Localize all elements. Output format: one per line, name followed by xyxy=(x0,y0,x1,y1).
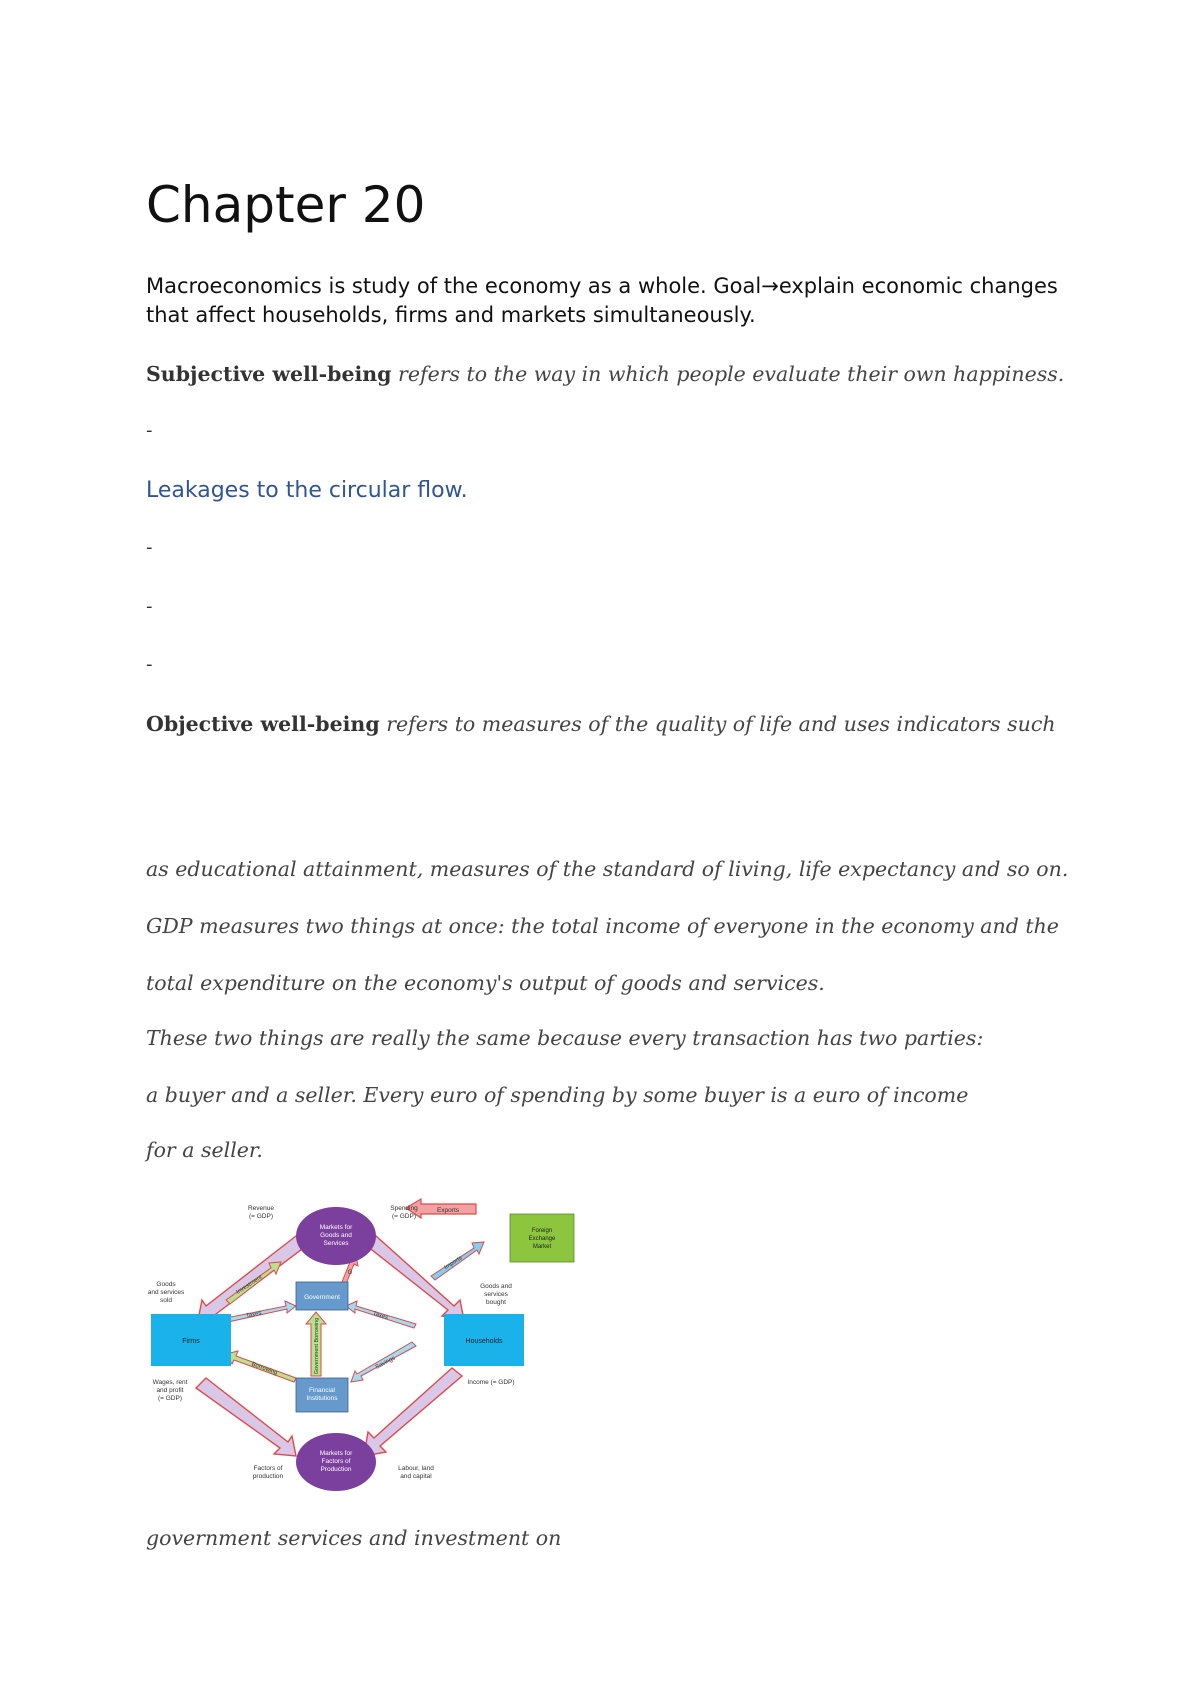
list-dash: - xyxy=(146,654,153,675)
subjective-term: Subjective well-being xyxy=(146,362,392,386)
paragraph-line: a buyer and a seller. Every euro of spending by some buyer is a euro of income xyxy=(146,1083,969,1107)
label-wages: Wages, rent and profit (= GDP) xyxy=(152,1379,188,1402)
subjective-definition xyxy=(146,362,1064,386)
list-dash: - xyxy=(146,420,153,441)
label-taxes-firms: Taxes xyxy=(245,1310,263,1320)
list-dash: - xyxy=(146,537,153,558)
label-goods-sold: Goods and services sold xyxy=(147,1281,185,1304)
label-g: G xyxy=(347,1270,353,1276)
subjective-text: refers to the way in which people evaluate their own happiness. xyxy=(398,362,1065,386)
label-savings: Savings xyxy=(374,1355,397,1371)
objective-term: Objective well-being xyxy=(146,712,380,736)
arrow-firms-to-factors xyxy=(196,1378,296,1456)
label-exports: Exports xyxy=(436,1207,460,1214)
paragraph-line: for a seller. xyxy=(146,1138,263,1162)
paragraph-line: GDP measures two things at once: the total income of everyone in the economy and the xyxy=(146,914,1059,938)
label-income: Income (= GDP) xyxy=(467,1379,515,1386)
node-factor-market: Markets for Factors of Production xyxy=(319,1450,353,1473)
list-dash: - xyxy=(146,596,153,617)
node-government: Government xyxy=(304,1294,340,1301)
circular-flow-diagram xyxy=(146,1196,586,1496)
label-labour: Labour, land and capital xyxy=(398,1465,434,1480)
paragraph-line: These two things are really the same because every transaction has two parties: xyxy=(146,1026,984,1050)
intro-paragraph: Macroeconomics is study of the economy as a whole. Goal→explain economic changes that affect households, firms and markets simultaneously. xyxy=(146,274,1058,327)
node-households: Households xyxy=(465,1338,503,1345)
node-foreign: Foreign Exchange Market xyxy=(528,1228,556,1250)
label-spending: Spending (= GDP) xyxy=(390,1205,418,1220)
node-financial: Financial Institutions xyxy=(306,1387,338,1402)
label-investment: Investment xyxy=(235,1274,264,1296)
paragraph-line: as educational attainment, measures of the standard of living, life expectancy and so on. xyxy=(146,857,1069,881)
label-imports: Imports xyxy=(443,1255,464,1272)
closing-line: government services and investment on xyxy=(146,1526,562,1550)
objective-definition xyxy=(146,712,1056,736)
node-firms: Firms xyxy=(182,1338,200,1345)
objective-text: refers to measures of the quality of life and uses indicators such xyxy=(386,712,1056,736)
arrow-factors-to-households xyxy=(364,1368,462,1456)
label-revenue: Revenue (= GDP) xyxy=(247,1205,275,1220)
page-title: Chapter 20 xyxy=(146,176,426,234)
flow-arrows xyxy=(196,1236,464,1456)
label-taxes-households: Taxes xyxy=(371,1310,389,1322)
label-borrowing: Borrowing xyxy=(250,1361,279,1377)
label-goods-bought: Goods and services bought xyxy=(480,1283,512,1306)
paragraph-line: total expenditure on the economy's output of goods and services. xyxy=(146,971,825,995)
node-goods-market: Markets for Goods and Services xyxy=(319,1224,353,1247)
leakages-heading: Leakages to the circular flow. xyxy=(146,478,468,503)
arrow-households-to-goods xyxy=(362,1236,464,1320)
label-gov-borrowing: Government Borrowing xyxy=(314,1317,320,1375)
label-factors: Factors of production xyxy=(252,1465,284,1480)
